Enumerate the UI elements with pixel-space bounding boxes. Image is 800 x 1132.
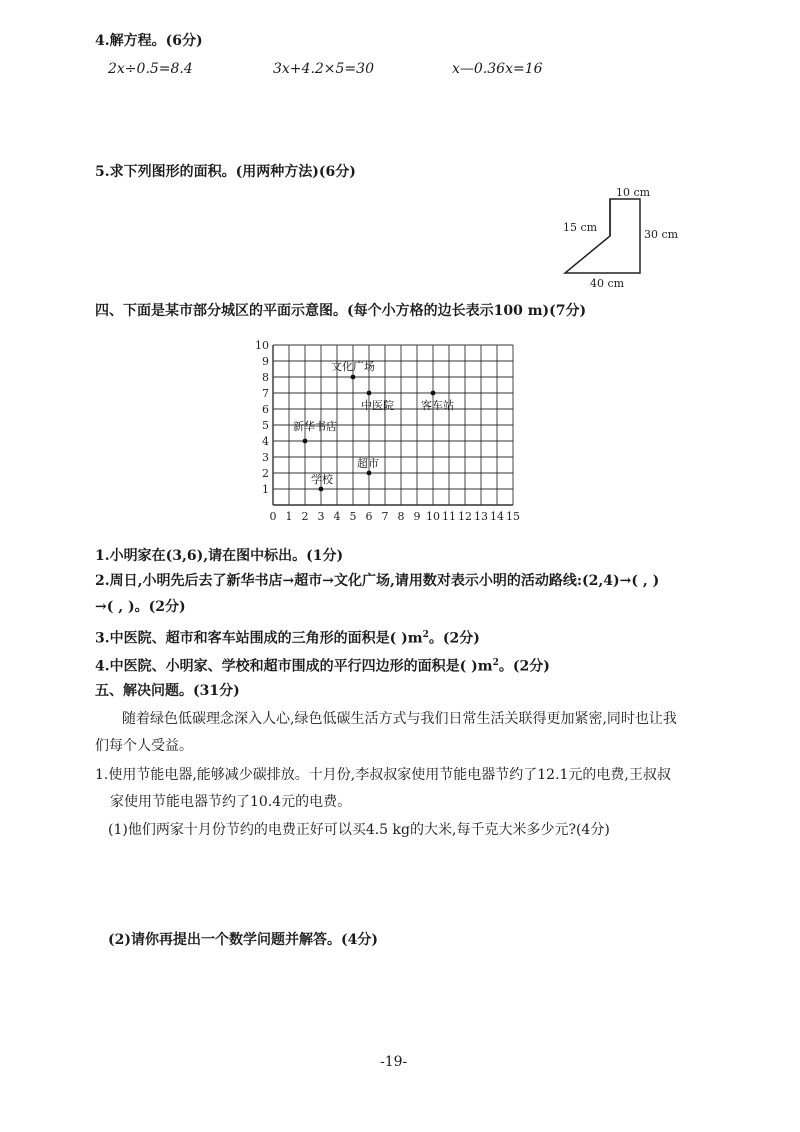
y-tick-label: 10	[255, 339, 269, 352]
map-point-label: 文化广场	[331, 360, 375, 373]
q4-title: 4.解方程。(6分)	[95, 33, 203, 49]
x-tick-label: 13	[474, 510, 488, 523]
x-tick-label: 3	[317, 510, 325, 523]
y-tick-label: 9	[262, 355, 269, 368]
map-point	[319, 487, 324, 492]
equation-3: x—0.36x=16	[452, 61, 543, 77]
x-tick-label: 0	[269, 510, 277, 523]
y-tick-label: 2	[262, 467, 269, 480]
trapezoid-shape	[565, 199, 640, 273]
problem1-sub1: (1)他们两家十月份节约的电费正好可以买4.5 kg的大米,每千克大米多少元?(4分)	[108, 822, 610, 838]
y-tick-label: 3	[262, 451, 269, 464]
y-tick-label: 4	[262, 435, 269, 448]
s4-q3-sup: 2	[422, 630, 429, 640]
trapezoid-figure	[560, 188, 690, 293]
section5-title: 五、解决问题。(31分)	[95, 683, 240, 699]
s4-q4-sup: 2	[492, 658, 499, 668]
problem1-line2: 家使用节能电器节约了10.4元的电费。	[110, 794, 352, 810]
coordinate-grid-chart	[255, 330, 535, 535]
intro-line2: 们每个人受益。	[95, 738, 193, 754]
s4-q3-score: 。(2分)	[428, 630, 480, 647]
x-tick-label: 7	[381, 510, 389, 523]
section4-title: 四、下面是某市部分城区的平面示意图。(每个小方格的边长表示100 m)(7分)	[95, 303, 587, 319]
problem1-sub2: (2)请你再提出一个数学问题并解答。(4分)	[108, 932, 378, 948]
map-point-label: 学校	[311, 473, 333, 486]
s4-q3-text: 3.中医院、超市和客车站围成的三角形的面积是( )m	[95, 630, 423, 647]
s4-q4	[95, 654, 550, 676]
map-point-label: 中医院	[361, 399, 394, 412]
y-tick-label: 5	[262, 419, 269, 432]
x-tick-label: 4	[333, 510, 341, 523]
page-number: -19-	[380, 1054, 408, 1070]
y-tick-label: 8	[262, 371, 269, 384]
x-tick-label: 6	[365, 510, 373, 523]
s4-q4-text: 4.中医院、小明家、学校和超市围成的平行四边形的面积是( )m	[95, 658, 493, 675]
equation-1: 2x÷0.5=8.4	[108, 61, 193, 77]
label-right: 30 cm	[644, 228, 679, 241]
s4-q3	[95, 626, 480, 648]
s4-q4-score: 。(2分)	[498, 658, 550, 675]
x-tick-label: 10	[426, 510, 440, 523]
map-point-label: 新华书店	[293, 420, 337, 433]
x-tick-label: 14	[490, 510, 504, 523]
s4-q1: 1.小明家在(3,6),请在图中标出。(1分)	[95, 548, 344, 564]
map-point	[351, 375, 356, 380]
map-point-label: 客车站	[421, 399, 454, 412]
map-point-label: 超市	[357, 457, 379, 470]
label-bottom: 40 cm	[590, 277, 625, 290]
x-tick-label: 1	[285, 510, 293, 523]
map-point	[303, 439, 308, 444]
intro-line1: 随着绿色低碳理念深入人心,绿色低碳生活方式与我们日常生活关联得更加紧密,同时也让我	[122, 711, 677, 727]
x-tick-label: 12	[458, 510, 472, 523]
map-point	[367, 391, 372, 396]
x-tick-label: 2	[301, 510, 309, 523]
map-point	[431, 391, 436, 396]
q5-title: 5.求下列图形的面积。(用两种方法)(6分)	[95, 164, 356, 180]
x-tick-label: 15	[506, 510, 520, 523]
map-point	[367, 471, 372, 476]
x-tick-label: 11	[442, 510, 456, 523]
equation-2: 3x+4.2×5=30	[273, 61, 374, 77]
problem1-line1: 1.使用节能电器,能够减少碳排放。十月份,李叔叔家使用节能电器节约了12.1元的电费,王叔叔	[95, 767, 671, 783]
s4-q2-line2: →( , )。(2分)	[95, 599, 186, 615]
y-tick-label: 6	[262, 403, 269, 416]
y-tick-label: 1	[262, 483, 269, 496]
label-left: 15 cm	[563, 221, 598, 234]
x-tick-label: 9	[413, 510, 421, 523]
x-tick-label: 8	[397, 510, 405, 523]
label-top: 10 cm	[616, 188, 651, 199]
y-tick-label: 7	[262, 387, 269, 400]
s4-q2-line1: 2.周日,小明先后去了新华书店→超市→文化广场,请用数对表示小明的活动路线:(2,4)→( , )	[95, 573, 660, 589]
x-tick-label: 5	[349, 510, 357, 523]
